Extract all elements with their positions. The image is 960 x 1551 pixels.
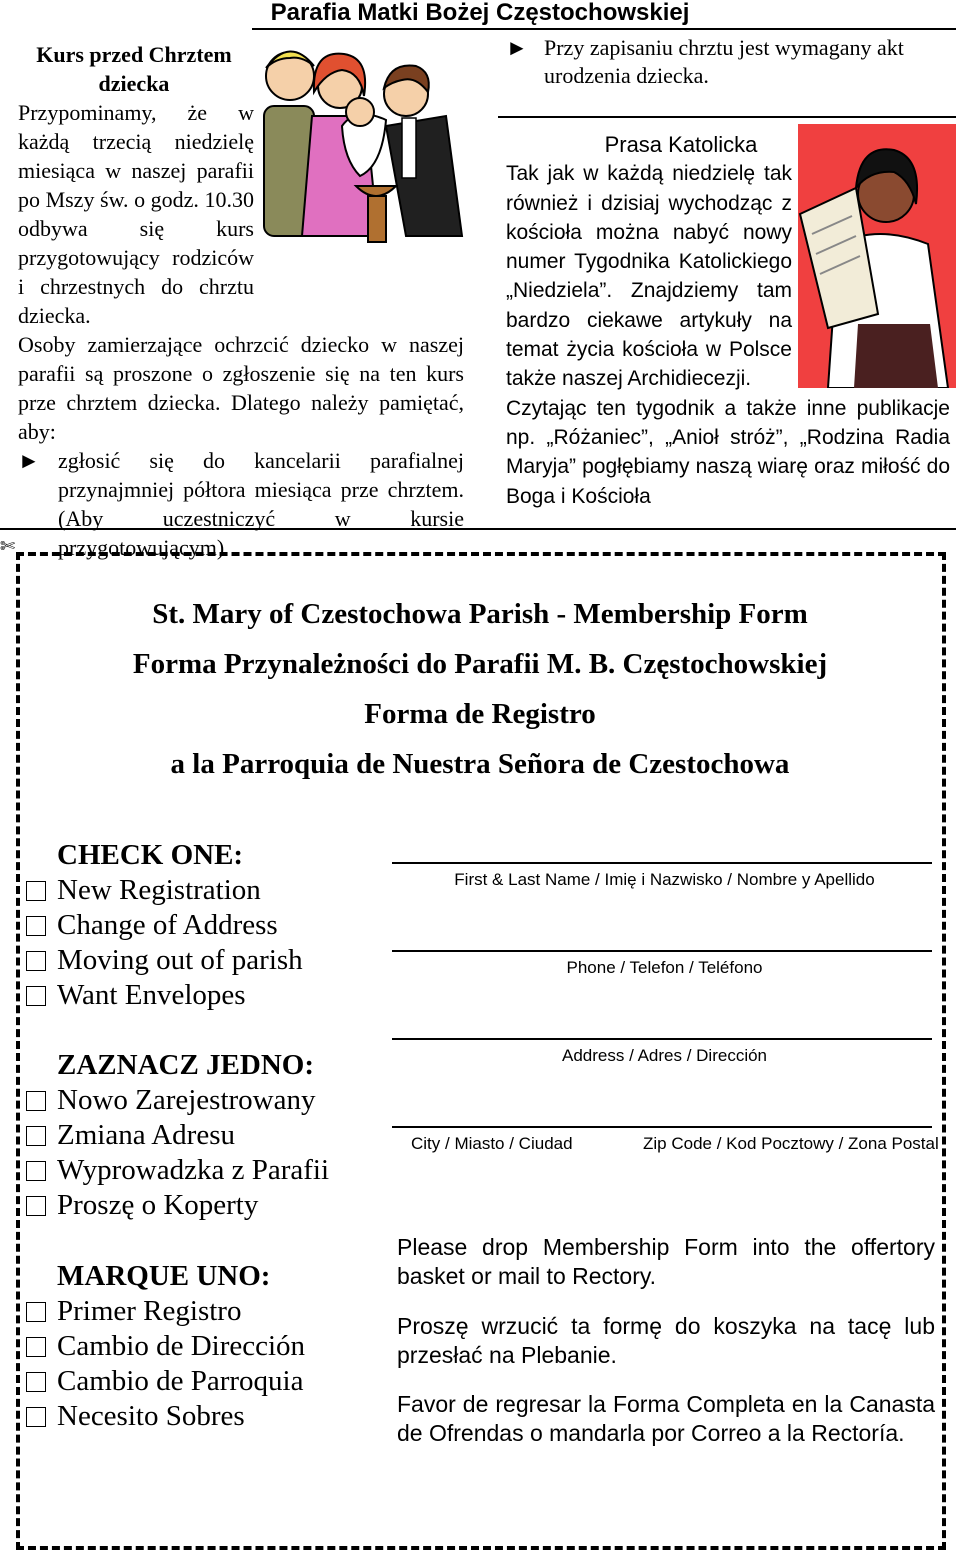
- form-title-spanish-1: Forma de Registro: [364, 698, 596, 730]
- catholic-press-body-2: Czytając ten tygodnik a także inne publikacje np. „Różaniec”, „Anioł stróż”, „Rodzina Radia Maryja” pogłębiamy naszą wiarę oraz miłość do Boga i Kościoła: [506, 396, 950, 508]
- option-cambio-parroquia[interactable]: Cambio de Parroquia: [26, 1364, 305, 1399]
- phone-field-label: Phone / Telefon / Teléfono: [566, 958, 763, 977]
- option-wyprowadzka[interactable]: Wyprowadzka z Parafii: [26, 1153, 329, 1188]
- baptism-course-bullet: [18, 446, 464, 562]
- header-rule: [252, 28, 956, 30]
- form-title-spanish-2: a la Parroquia de Nuestra Señora de Czestochowa: [170, 748, 790, 780]
- checkbox-icon[interactable]: [26, 1091, 46, 1111]
- check-group-title: ZAZNACZ JEDNO:: [57, 1049, 314, 1081]
- check-group-english: [26, 838, 303, 1013]
- option-koperty[interactable]: Proszę o Koperty: [26, 1188, 329, 1223]
- arrow-bullet-icon: ►: [18, 448, 40, 473]
- option-zmiana-adresu[interactable]: Zmiana Adresu: [26, 1118, 329, 1153]
- checkbox-icon[interactable]: [26, 1372, 46, 1392]
- phone-field[interactable]: [392, 950, 932, 952]
- checkbox-icon[interactable]: [26, 1126, 46, 1146]
- arrow-bullet-icon: ►: [506, 35, 528, 60]
- form-title-english: St. Mary of Czestochowa Parish - Membership Form: [152, 598, 808, 630]
- option-necesito-sobres[interactable]: Necesito Sobres: [26, 1399, 305, 1434]
- option-primer-registro[interactable]: Primer Registro: [26, 1294, 305, 1329]
- baptism-course-bullet-text: zgłosić się do kancelarii parafialnej przynajmniej półtora miesiąca prze chrztem. (Aby uczestniczyć w kursie przygotowującym): [58, 448, 464, 560]
- checkbox-icon[interactable]: [26, 1337, 46, 1357]
- name-field[interactable]: [392, 862, 932, 864]
- checkbox-icon[interactable]: [26, 881, 46, 901]
- woman-reading-illustration: [798, 124, 956, 388]
- option-change-of-address[interactable]: Change of Address: [26, 908, 303, 943]
- baptism-course-title: Kurs przed Chrztem dziecka: [36, 42, 232, 96]
- baptism-course-body: Osoby zamierzające ochrzcić dziecko w naszej parafii są proszone o zgłoszenie się na ten kurs prze chrztem dziecka. Dlatego należy pamiętać, aby:: [18, 332, 464, 444]
- catholic-press-body: Tak jak w każdą niedzielę tak również i dzisiaj wychodząc z kościoła można nabyć nowy numer Tygodnika Katolickiego „Niedziela”. Znajdziemy tam bardzo ciekawe artykuły na temat życia kościoła w Polsce także naszej Archidiecezji.: [506, 162, 792, 391]
- form-instruction-spanish: Favor de regresar la Forma Completa en la Canasta de Ofrendas o mandarla por Correo a la Rectoría.: [397, 1391, 935, 1446]
- address-field-label: Address / Adres / Dirección: [561, 1046, 768, 1065]
- birth-certificate-text: Przy zapisaniu chrztu jest wymagany akt urodzenia dziecka.: [544, 35, 904, 88]
- check-group-spanish: [26, 1259, 305, 1434]
- form-instruction-english: Please drop Membership Form into the offertory basket or mail to Rectory.: [397, 1234, 935, 1289]
- city-field-label: City / Miasto / Ciudad: [411, 1134, 573, 1153]
- option-nowo-zarejestrowany[interactable]: Nowo Zarejestrowany: [26, 1083, 329, 1118]
- birth-certificate-note: [506, 34, 950, 90]
- option-cambio-direccion[interactable]: Cambio de Dirección: [26, 1329, 305, 1364]
- section-divider: [0, 528, 956, 530]
- page-header: Parafia Matki Bożej Częstochowskiej: [270, 0, 690, 26]
- zip-field-label: Zip Code / Kod Pocztowy / Zona Postal: [643, 1134, 939, 1153]
- city-zip-field[interactable]: [392, 1126, 932, 1128]
- checkbox-icon[interactable]: [26, 986, 46, 1006]
- baptism-course-intro: Przypominamy, że w każdą trzecią niedzielę miesiąca w naszej parafii po Mszy św. o godz. 10.30 odbywa się kurs przygotowujący rodziców i chrzestnych do chrztu dziecka.: [18, 100, 254, 328]
- check-group-title: CHECK ONE:: [57, 839, 244, 871]
- option-moving-out[interactable]: Moving out of parish: [26, 943, 303, 978]
- right-rule: [498, 116, 956, 118]
- checkbox-icon[interactable]: [26, 1161, 46, 1181]
- checkbox-icon[interactable]: [26, 1407, 46, 1427]
- scissors-icon: ✄: [0, 536, 16, 556]
- checkbox-icon[interactable]: [26, 1302, 46, 1322]
- form-instruction-polish: Proszę wrzucić ta formę do koszyka na tacę lub przesłać na Plebanie.: [397, 1313, 935, 1368]
- check-group-title: MARQUE UNO:: [57, 1260, 271, 1292]
- option-want-envelopes[interactable]: Want Envelopes: [26, 978, 303, 1013]
- catholic-press-title: Prasa Katolicka: [604, 132, 758, 157]
- checkbox-icon[interactable]: [26, 951, 46, 971]
- form-title-polish: Forma Przynależności do Parafii M. B. Częstochowskiej: [132, 648, 828, 680]
- name-field-label: First & Last Name / Imię i Nazwisko / Nombre y Apellido: [454, 870, 875, 889]
- check-group-polish: [26, 1048, 329, 1223]
- baptism-family-illustration: [256, 36, 468, 246]
- option-new-registration[interactable]: New Registration: [26, 873, 303, 908]
- checkbox-icon[interactable]: [26, 1196, 46, 1216]
- address-field[interactable]: [392, 1038, 932, 1040]
- checkbox-icon[interactable]: [26, 916, 46, 936]
